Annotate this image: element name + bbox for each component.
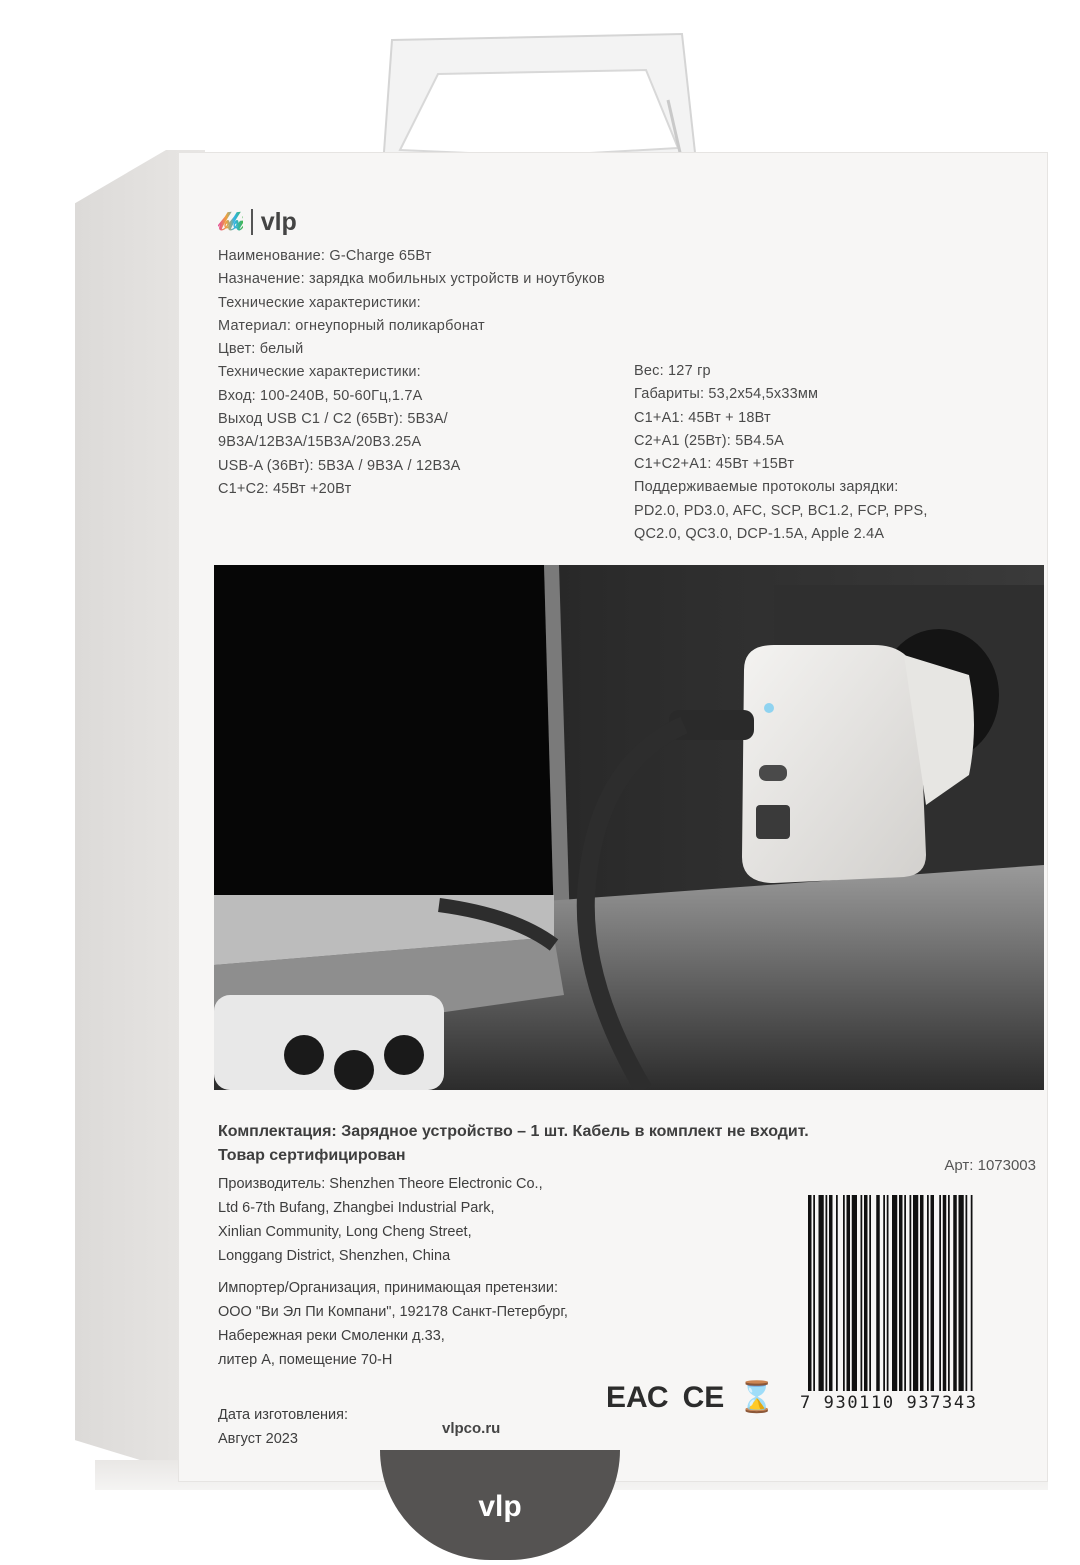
- product-photo: [214, 565, 1044, 1090]
- logo-divider: [251, 209, 253, 235]
- spec-line: PD2.0, PD3.0, AFC, SCP, BC1.2, FCP, PPS,: [634, 502, 928, 519]
- bottom-brand-label: vlp: [478, 1490, 522, 1523]
- spec-line: Выход USB C1 / C2 (65Вт): 5В3А/: [218, 411, 448, 428]
- spec-line: Технические характеристики:: [218, 294, 421, 311]
- barcode-bar: [892, 1195, 897, 1391]
- ce-mark-icon: CE: [682, 1380, 725, 1414]
- spec-right-column: [634, 360, 928, 546]
- barcode-bar: [836, 1195, 838, 1391]
- barcode-bar: [843, 1195, 845, 1391]
- manufacturer-line: Производитель: Shenzhen Theore Electronic Co.,: [218, 1176, 543, 1192]
- importer-line: литер А, помещение 70-Н: [218, 1352, 393, 1368]
- importer-line: Набережная реки Смоленки д.33,: [218, 1328, 445, 1344]
- barcode-bar: [813, 1195, 815, 1391]
- importer-info: [218, 1276, 568, 1372]
- spec-line: Цвет: белый: [218, 341, 304, 358]
- article-number: Арт: 1073003: [944, 1157, 1036, 1174]
- barcode-bar: [847, 1195, 851, 1391]
- barcode-bar: [920, 1195, 924, 1391]
- barcode-bar: [966, 1195, 968, 1391]
- barcode-bar: [861, 1195, 863, 1391]
- barcode-bar: [819, 1195, 824, 1391]
- spec-line: QC2.0, QC3.0, DCP-1.5A, Apple 2.4A: [634, 526, 885, 543]
- importer-line: Импортер/Организация, принимающая претензии:: [218, 1280, 559, 1296]
- brand-name: vlp: [260, 207, 297, 236]
- spec-line: C1+A1: 45Вт + 18Вт: [634, 409, 771, 426]
- barcode-number: 7 930110 937343: [800, 1393, 978, 1413]
- spec-line: Поддерживаемые протоколы зарядки:: [634, 479, 899, 496]
- bundle-line: Товар сертифицирован: [218, 1147, 406, 1164]
- date-label: Дата изготовления:: [218, 1407, 349, 1423]
- barcode-bar: [852, 1195, 857, 1391]
- certification-marks: [606, 1380, 776, 1415]
- spec-left-column: [218, 245, 605, 501]
- recycle-mark-icon: ⌛: [738, 1381, 776, 1414]
- spec-line: Материал: огнеупорный поликарбонат: [218, 317, 485, 334]
- spec-line: Вход: 100-240В, 50-60Гц,1.7А: [218, 387, 423, 404]
- barcode-bar: [910, 1195, 912, 1391]
- barcode-bar: [829, 1195, 833, 1391]
- spec-line: 9В3А/12В3А/15В3А/20В3.25А: [218, 434, 422, 451]
- barcode-bar: [869, 1195, 871, 1391]
- bottom-brand-tab: [380, 1450, 620, 1560]
- barcode-bar: [826, 1195, 828, 1391]
- spec-line: C1+C2+A1: 45Вт +15Вт: [634, 456, 795, 473]
- barcode-bar: [927, 1195, 929, 1391]
- spec-line: Габариты: 53,2х54,5х33мм: [634, 386, 819, 403]
- date-value: Август 2023: [218, 1431, 298, 1447]
- barcode: [806, 1195, 1038, 1395]
- spec-line: Технические характеристики:: [218, 364, 421, 381]
- website: vlpco.ru: [442, 1420, 501, 1437]
- barcode-bar: [913, 1195, 918, 1391]
- bundle-line: Комплектация: Зарядное устройство – 1 шт. Кабель в комплект не входит.: [218, 1123, 809, 1140]
- barcode-bar: [931, 1195, 935, 1391]
- barcode-bar: [883, 1195, 885, 1391]
- barcode-bar: [948, 1195, 950, 1391]
- barcode-bar: [943, 1195, 947, 1391]
- brand-logo-icon: 𝒷𝒷𝒾: [218, 206, 243, 236]
- spec-line: Наименование: G-Charge 65Вт: [218, 248, 432, 264]
- spec-line: Назначение: зарядка мобильных устройств и ноутбуков: [218, 271, 605, 288]
- barcode-bar: [899, 1195, 903, 1391]
- barcode-bar: [887, 1195, 889, 1391]
- barcode-bar: [876, 1195, 880, 1391]
- manufacture-date: [218, 1403, 348, 1451]
- barcode-bar: [971, 1195, 973, 1391]
- barcode-bar: [808, 1195, 812, 1391]
- bundle-info: [218, 1120, 809, 1168]
- spec-line: C1+C2: 45Вт +20Вт: [218, 480, 352, 497]
- manufacturer-line: Xinlian Community, Long Cheng Street,: [218, 1224, 472, 1240]
- manufacturer-info: [218, 1172, 543, 1268]
- manufacturer-line: Ltd 6-7th Bufang, Zhangbei Industrial Park,: [218, 1200, 495, 1216]
- barcode-bar: [939, 1195, 941, 1391]
- importer-line: ООО "Ви Эл Пи Компани", 192178 Санкт-Петербург,: [218, 1304, 568, 1320]
- brand-logo: [218, 206, 297, 238]
- barcode-bar: [953, 1195, 957, 1391]
- barcode-bar: [959, 1195, 964, 1391]
- barcode-bar: [904, 1195, 906, 1391]
- spec-line: USB-A (36Вт): 5В3А / 9В3А / 12В3А: [218, 457, 461, 474]
- spec-line: Вес: 127 гр: [634, 363, 711, 379]
- spec-line: C2+A1 (25Вт): 5В4.5А: [634, 432, 785, 449]
- manufacturer-line: Longgang District, Shenzhen, China: [218, 1248, 451, 1264]
- barcode-bar: [864, 1195, 868, 1391]
- eac-mark-icon: ЕАС: [606, 1380, 669, 1414]
